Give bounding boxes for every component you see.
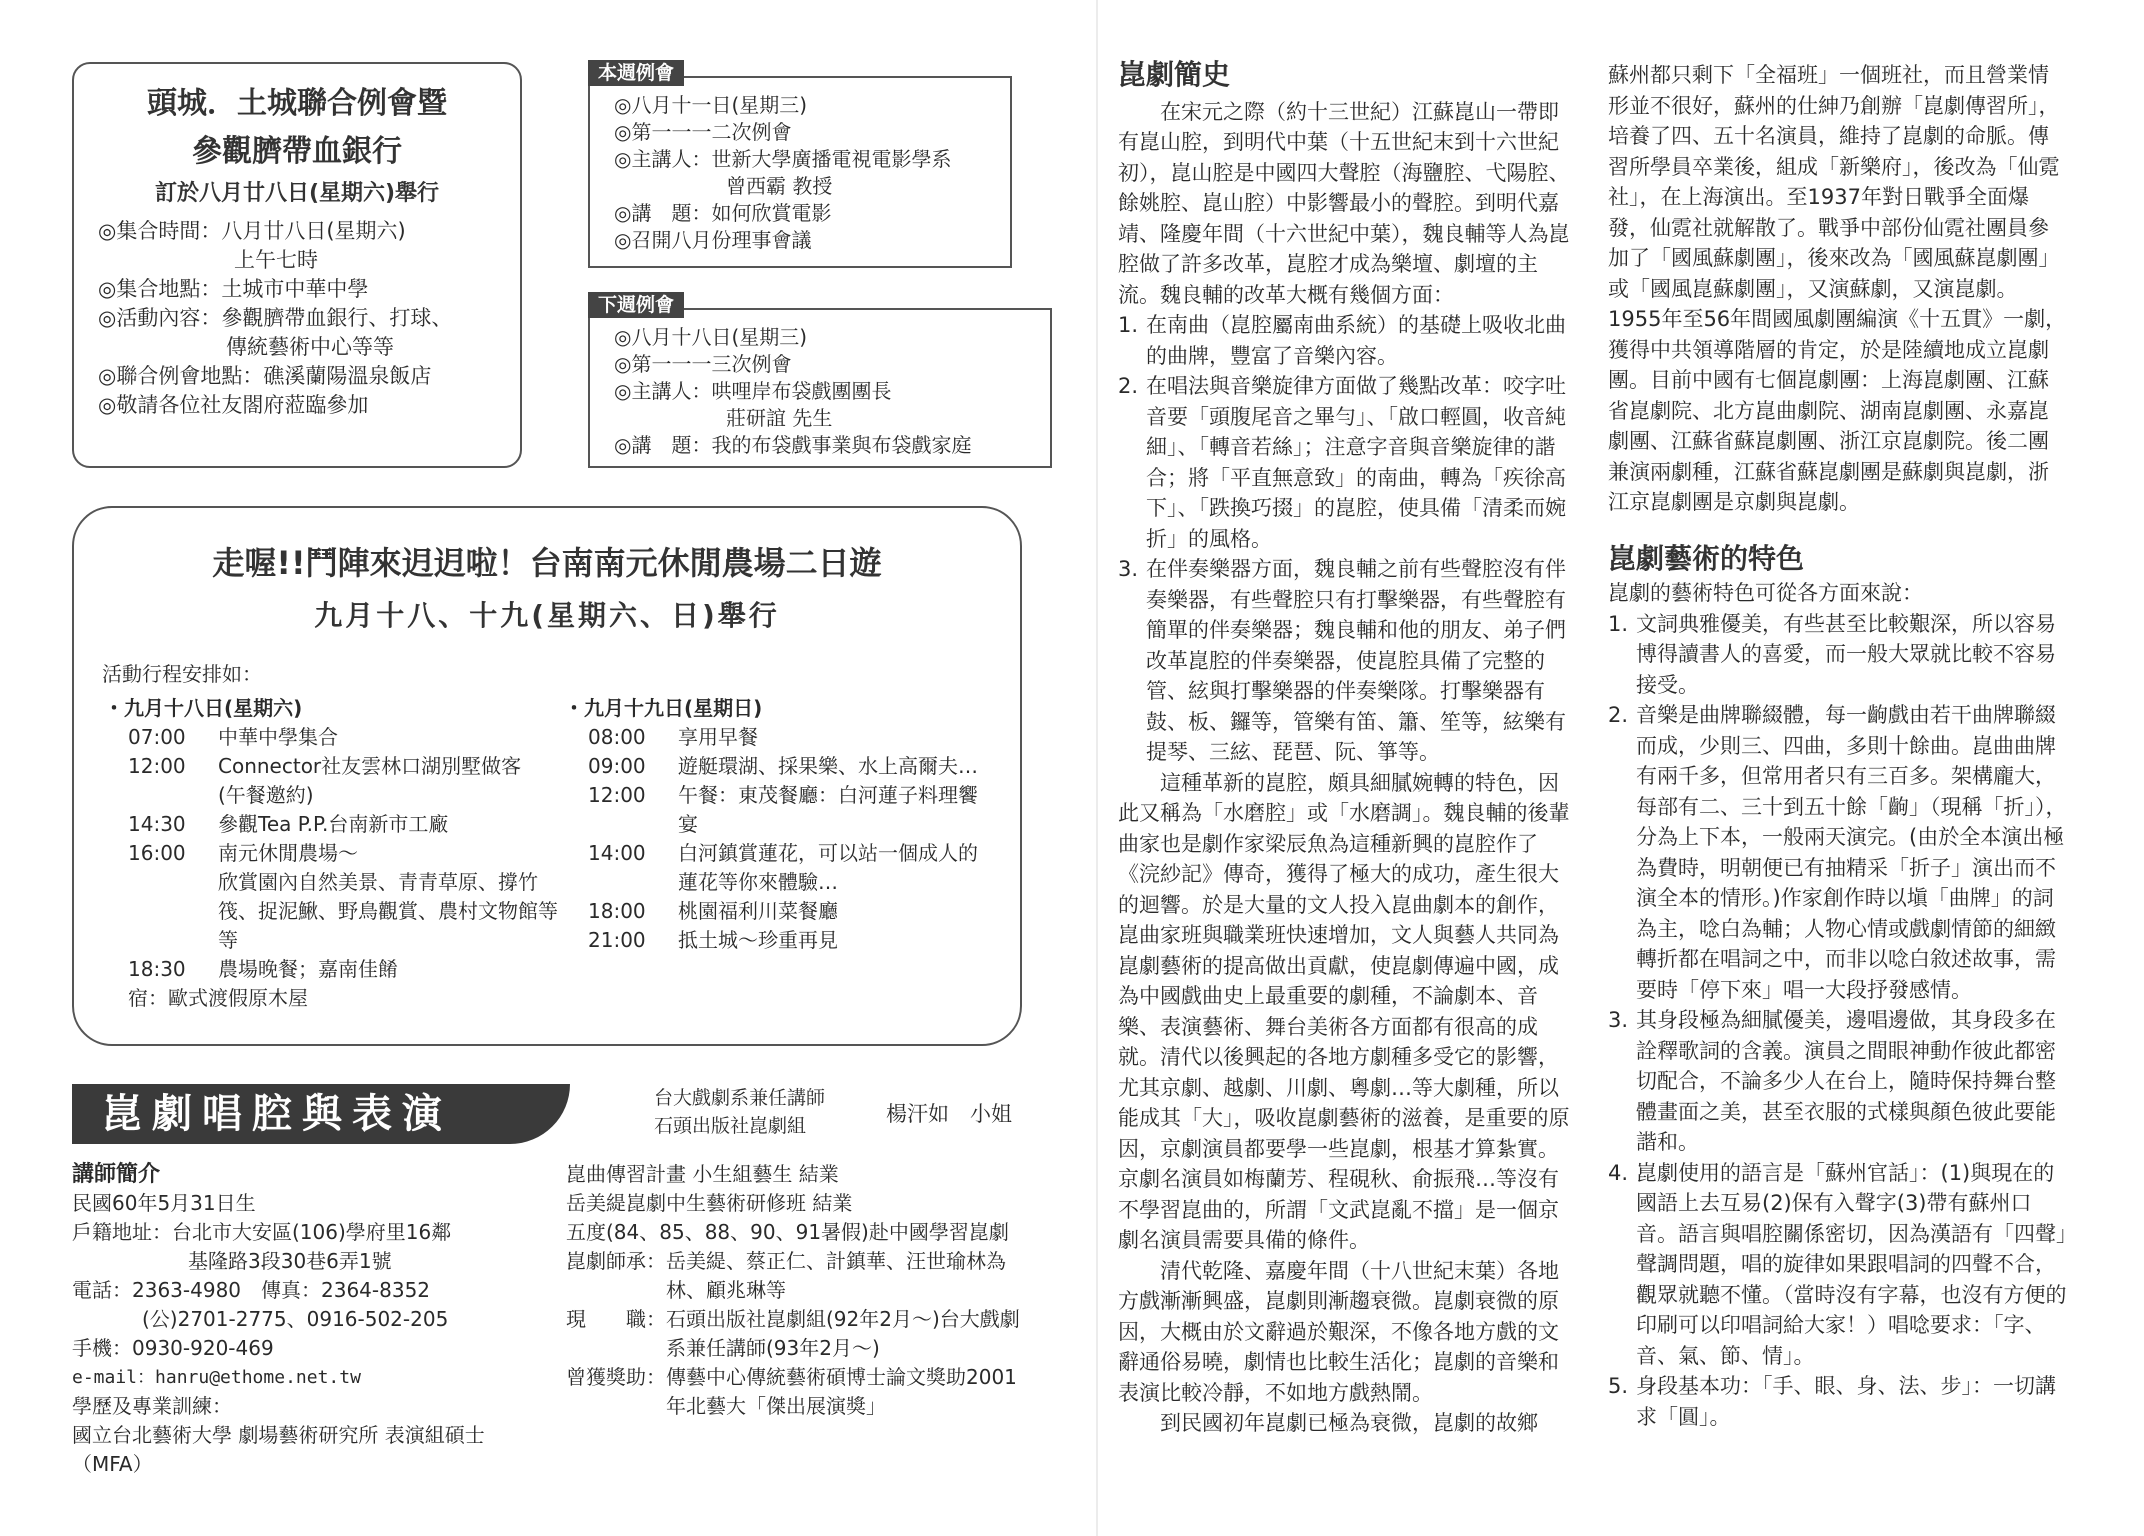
history-p3: 清代乾隆、嘉慶年間（十八世紀末葉）各地方戲漸漸興盛，崑劇則漸趨衰微。崑劇衰微的原因，大概由於文辭過於艱深，不像各地方戲的文辭通俗易曉，劇情也比較生活化；崑劇的音樂和表演比較冷靜，不如地方戲熱鬧。 — [1118, 1258, 1559, 1405]
list-text: 在南曲（崑腔屬南曲系統）的基礎上吸收北曲的曲牌，豐富了音樂內容。 — [1146, 313, 1566, 368]
time: 07:00 — [128, 725, 186, 749]
history-p5: 蘇州都只剩下「全福班」一個班社，而且營業情形並不很好，蘇州的仕紳乃創辦「崑劇傳習所」，培養了四、五十名演員，維持了崑劇的命脈。傳習所學員卒業後，組成「新樂府」，後改為「仙霓社」，在上海演出。至1937年對日戰爭全面爆發，仙霓社就解散了。戰爭中部份仙霓社團員參加了「國風蘇劇團」，後來改為「國風蘇崑劇團」或「國風崑蘇劇團」，又演蘇劇，又演崑劇。1955年至56年間國風劇團編演《十五貫》一劇，獲得中共領導階層的肯定，於是陸續地成立崑劇團。目前中國有七個崑劇團：上海崑劇團、江蘇省崑劇院、北方崑曲劇院、湖南崑劇團、永嘉崑劇團、江蘇省蘇崑劇團、浙江京崑劇院。後二團兼演兩劇種，江蘇省蘇崑劇團是蘇劇與崑劇，浙江京崑劇團是京劇與崑劇。 — [1608, 63, 2067, 514]
time: 14:30 — [128, 812, 186, 836]
career-text: 岳美緹、蔡正仁、計鎮華、汪世瑜林為林、顧兆琳等 — [666, 1249, 1006, 1302]
item-label: ◎集合時間： — [98, 219, 222, 243]
feature-item — [1608, 1005, 2068, 1158]
list-number: 1. — [1118, 313, 1139, 337]
speaker-name: 楊汗如 小姐 — [886, 1102, 1012, 1126]
joint-meeting-date: 訂於八月廿八日(星期六)舉行 — [154, 181, 440, 206]
history-p1: 在宋元之際（約十三世紀）江蘇崑山一帶即有崑山腔，到明代中葉（十五世紀末到十六世紀初），崑山腔是中國四大聲腔（海鹽腔、弋陽腔、餘姚腔、崑山腔）中影響最小的聲腔。到明代嘉靖、隆慶年間（十六世紀中葉），魏良輔等人為崑腔做了許多改革，崑腔才成為樂壇、劇壇的主流。魏良輔的改革大概有幾個方面： — [1118, 99, 1570, 307]
this-week-line: ◎八月十一日(星期三) — [614, 93, 808, 117]
bio-head: 講師簡介 — [72, 1162, 161, 1187]
this-week-line: ◎主講人：世新大學廣播電視電影學系 — [614, 147, 952, 171]
bio-line: 電話：2363-4980 傳真：2364-8352 — [72, 1278, 431, 1302]
this-week-tag: 本週例會 — [588, 60, 684, 86]
list-number: 3. — [1608, 1008, 1629, 1032]
career-section — [566, 1160, 1030, 1421]
bio-line: 手機：0930-920-469 — [72, 1336, 274, 1360]
time: 宿： — [128, 986, 168, 1010]
item-value-cont: 上午七時 — [234, 248, 318, 272]
list-text: 文詞典雅優美，有些甚至比較艱深，所以容易博得讀書人的喜愛，而一般大眾就比較不容易接受。 — [1636, 611, 2056, 697]
list-number: 1. — [1608, 611, 1629, 636]
trip-intro: 活動行程安排如： — [102, 662, 262, 686]
history-column — [1118, 60, 1576, 1439]
features-intro: 崑劇的藝術特色可從各方面來說： — [1608, 581, 1923, 605]
history-list-item — [1118, 310, 1576, 371]
list-text: 在唱法與音樂旋律方面做了幾點改革：咬字吐音要「頭腹尾音之畢勻」、「啟口輕圓，收音純細」、「轉音若絲」；注意字音與音樂旋律的諧合；將「平直無意致」的南曲，轉為「疾徐高下」、「跌換巧掇」的崑腔，使具備「清柔而婉折」的風格。 — [1146, 374, 1566, 551]
career-line: 五度(84、85、88、90、91暑假)赴中國學習崑劇 — [566, 1220, 1009, 1244]
list-number: 2. — [1118, 374, 1139, 398]
bio-line: 基隆路3段30巷6弄1號 — [188, 1249, 392, 1273]
item-label: ◎敬請各位社友閤府蒞臨參加 — [98, 393, 369, 417]
time: 12:00 — [128, 754, 186, 778]
speaker-titles — [654, 1084, 825, 1140]
career-text: 傳藝中心傳統藝術碩博士論文獎助2001年北藝大「傑出展演獎」 — [666, 1365, 1017, 1418]
list-text: 在伴奏樂器方面，魏良輔之前有些聲腔沒有伴奏樂器，有些聲腔只有打擊樂器，有些聲腔有簡單的伴奏樂器；魏良輔和他的朋友、弟子們改革崑腔的伴奏樂器，使崑腔具備了完整的管、絃與打擊樂器的伴奏樂隊。打擊樂器有鼓、板、鑼等，管樂有笛、簫、笙等，絃樂有提琴、三絃、琵琶、阮、箏等。 — [1146, 557, 1566, 764]
item-label: ◎活動內容： — [98, 306, 222, 330]
event: 午餐：東茂餐廳：白河蓮子料理饗宴 — [678, 783, 978, 836]
event: 桃園福利川菜餐廳 — [678, 899, 838, 923]
bio-line: e-mail：hanru@ethome.net.tw — [72, 1367, 361, 1388]
bio-line: (公)2701-2775、0916-502-205 — [142, 1307, 449, 1331]
history-p2: 這種革新的崑腔，頗具細膩婉轉的特色，因此又稱為「水磨腔」或「水磨調」。魏良輔的後輩曲家也是劇作家梁辰魚為這種新興的崑腔作了《浣紗記》傳奇，獲得了極大的成功，產生很大的迴響。於是大量的文人投入崑曲劇本的創作，崑曲家班與職業班快速增加，文人與藝人共同為崑劇藝術的提高做出貢獻，使崑劇傳遍中國，成為中國戲曲史上最重要的劇種，不論劇本、音樂、表演藝術、舞台美術各方面都有很高的成就。清代以後興起的各地方劇種多受它的影響，尤其京劇、越劇、川劇、粵劇…等大劇種，所以能成其「大」，吸收崑劇藝術的滋養，是重要的原因，京劇演員都要學一些崑劇，根基才算紮實。京劇名演員如梅蘭芳、程硯秋、俞振飛…等沒有不學習崑曲的，所謂「文武崑亂不擋」是一個京劇名演員需要具備的條件。 — [1118, 770, 1570, 1252]
next-week-tag: 下週例會 — [588, 292, 684, 318]
day1-header: ・九月十八日(星期六) — [104, 696, 303, 720]
history-p4: 到民國初年崑劇已極為衰微，崑劇的故鄉 — [1160, 1411, 1538, 1435]
bio-line: 國立台北藝術大學 劇場藝術研究所 表演組碩士（MFA） — [72, 1423, 485, 1476]
feature-item — [1608, 1371, 2068, 1432]
list-number: 4. — [1608, 1160, 1629, 1185]
event-cont: (午餐邀約) — [218, 783, 314, 807]
item-label: ◎集合地點： — [98, 277, 222, 301]
career-label: 曾獲獎助： — [566, 1365, 666, 1389]
career-line: 崑曲傳習計畫 小生組藝生 結業 — [566, 1162, 839, 1186]
day2-header: ・九月十九日(星期日) — [564, 696, 763, 720]
item-value: 土城市中華中學 — [221, 277, 369, 301]
career-line: 岳美緹崑劇中生藝術研修班 結業 — [566, 1191, 853, 1215]
trip-day1 — [104, 694, 614, 1013]
time: 16:00 — [128, 841, 186, 865]
trip-subtitle: 九月十八、十九(星期六、日)舉行 — [314, 599, 780, 632]
history-list-item — [1118, 554, 1576, 768]
list-text: 身段基本功：「手、眼、身、法、步」：一切講求「圓」。 — [1636, 1374, 2056, 1429]
this-week-box — [588, 62, 1012, 268]
time: 21:00 — [588, 928, 646, 952]
item-value: 參觀臍帶血銀行、打球、 — [221, 306, 453, 330]
this-week-line: 曾西霸 教授 — [726, 174, 833, 198]
item-value-cont: 傳統藝術中心等等 — [226, 335, 394, 359]
trip-title: 走喔!!鬥陣來迌迌啦！台南南元休閒農場二日遊 — [212, 544, 882, 582]
this-week-line: ◎第一一一二次例會 — [614, 120, 792, 144]
list-number: 3. — [1118, 557, 1139, 581]
time: 14:00 — [588, 841, 646, 865]
time: 12:00 — [588, 783, 646, 807]
item-value: 八月廿八日(星期六) — [221, 219, 406, 243]
item-label: ◎聯合例會地點： — [98, 364, 264, 388]
bio-line: 民國60年5月31日生 — [72, 1191, 256, 1215]
next-week-line: ◎講 題：我的布袋戲事業與布袋戲家庭 — [614, 433, 972, 457]
time: 09:00 — [588, 754, 646, 778]
feature-item — [1608, 1158, 2068, 1372]
page-fold — [1096, 0, 1098, 1536]
career-label: 現 職： — [566, 1307, 666, 1331]
next-week-line: 莊研誼 先生 — [726, 406, 833, 430]
history-list-item — [1118, 371, 1576, 554]
time: 18:00 — [588, 899, 646, 923]
event: 參觀Tea P.P.台南新市工廠 — [218, 812, 449, 836]
event: 白河鎮賞蓮花，可以站一個成人的蓮花等你來體驗… — [678, 841, 978, 894]
next-week-line: ◎主講人：哄哩岸布袋戲團團長 — [614, 379, 892, 403]
history-title: 崑劇簡史 — [1118, 58, 1231, 91]
joint-meeting-title-1: 頭城．土城聯合例會暨 — [147, 86, 447, 121]
joint-meeting-details — [98, 217, 520, 420]
event: 農場晚餐；嘉南佳餚 — [218, 957, 398, 981]
career-label: 崑劇師承： — [566, 1249, 666, 1273]
event-cont: 欣賞園內自然美景、青青草原、撐竹筏、捉泥鰍、野鳥觀賞、農村文物館等等 — [218, 870, 558, 952]
list-number: 2. — [1608, 703, 1629, 727]
next-week-line: ◎八月十八日(星期三) — [614, 325, 808, 349]
event: Connector社友雲林口湖別墅做客 — [218, 754, 522, 778]
feature-item — [1608, 609, 2068, 701]
event: 享用早餐 — [678, 725, 758, 749]
event: 遊艇環湖、採果樂、水上高爾夫… — [678, 754, 978, 778]
bio-section — [72, 1160, 532, 1479]
bio-line: 戶籍地址：台北市大安區(106)學府里16鄰 — [72, 1220, 452, 1244]
speaker-title-line: 台大戲劇系兼任講師 — [654, 1087, 826, 1109]
opera-banner: 崑劇唱腔與表演 — [72, 1084, 570, 1144]
trip-day2 — [564, 694, 1004, 955]
next-week-line: ◎第一一一三次例會 — [614, 352, 792, 376]
career-text: 石頭出版社崑劇組(92年2月～)台大戲劇系兼任講師(93年2月～) — [666, 1307, 1020, 1360]
bio-line: 學歷及專業訓練： — [72, 1394, 232, 1418]
item-value: 礁溪蘭陽溫泉飯店 — [263, 364, 432, 388]
trip-box — [72, 506, 1022, 1046]
event: 中華中學集合 — [218, 725, 338, 749]
list-text: 音樂是曲牌聯綴體，每一齣戲由若干曲牌聯綴而成，少則三、四曲，多則十餘曲。崑曲曲牌有兩千多，但常用者只有三百多。架構龐大，每部有二、三十到五十餘「齣」（現稱「折」），分為上下本，一般兩天演完。(由於全本演出極為費時，明朝便已有抽精采「折子」演出而不演全本的情形。)作家創作時以塡「曲牌」的詞為主，唸白為輔；人物心情或戲劇情節的細緻轉折都在唱詞之中，而非以唸白敘述故事，需要時「停下來」唱一大段抒發感情。 — [1636, 703, 2067, 1002]
next-week-box — [588, 294, 1052, 468]
time: 08:00 — [588, 725, 646, 749]
time: 18:30 — [128, 957, 186, 981]
this-week-line: ◎講 題：如何欣賞電影 — [614, 201, 832, 225]
speaker-title-line: 石頭出版社崑劇組 — [654, 1115, 807, 1137]
joint-meeting-title-2: 參觀臍帶血銀行 — [192, 134, 402, 169]
event: 歐式渡假原木屋 — [168, 986, 308, 1010]
feature-item — [1608, 700, 2068, 1005]
list-text: 其身段極為細膩優美，邊唱邊做，其身段多在詮釋歌詞的含義。演員之間眼神動作彼此都密切配合，不論多少人在台上，隨時保持舞台整體畫面之美，甚至衣服的式樣與顏色彼此要能諧和。 — [1636, 1008, 2056, 1154]
list-text: 崑劇使用的語言是「蘇州官話」：(1)與現在的國語上去互易(2)保有入聲字(3)帶有蘇州口音。語言與唱腔關係密切，因為漢語有「四聲」聲調問題，唱的旋律如果跟唱詞的四聲不合，觀眾就聽不懂。（當時沒有字幕，也沒有方便的印刷可以印唱詞給大家！）唱唸要求：「字、音、氣、節、情」。 — [1636, 1160, 2067, 1368]
joint-meeting-box — [72, 62, 522, 468]
event: 抵土城～珍重再見 — [678, 928, 838, 952]
history-column-2 — [1608, 60, 2068, 1432]
features-title: 崑劇藝術的特色 — [1608, 541, 1805, 575]
event: 南元休閒農場～ — [218, 841, 358, 865]
list-number: 5. — [1608, 1374, 1629, 1398]
this-week-line: ◎召開八月份理事會議 — [614, 228, 812, 252]
